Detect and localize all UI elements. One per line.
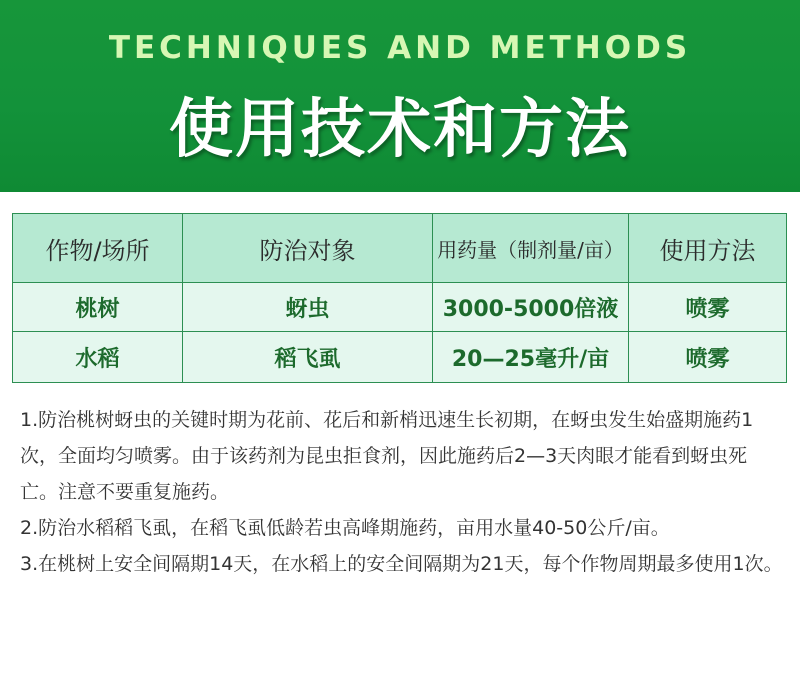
usage-table [12,213,787,383]
table-row [13,283,787,332]
cell-target: 稻飞虱 [183,332,433,383]
cell-target: 蚜虫 [183,283,433,332]
usage-notes [20,402,784,582]
table-row [13,332,787,383]
header-crop: 作物/场所 [13,214,183,283]
english-title: TECHNIQUES AND METHODS [108,30,692,66]
note-paragraph: 3.在桃树上安全间隔期14天，在水稻上的安全间隔期为21天，每个作物周期最多使用1次。 [20,553,783,575]
note-paragraph: 2.防治水稻稻飞虱，在稻飞虱低龄若虫高峰期施药，亩用水量40-50公斤/亩。 [20,517,670,539]
note-paragraph: 1.防治桃树蚜虫的关键时期为花前、花后和新梢迅速生长初期，在蚜虫发生始盛期施药1次，全面均匀喷雾。由于该药剂为昆虫拒食剂，因此施药后2—3天肉眼才能看到蚜虫死亡。注意不要重复施药。 [20,409,754,503]
cell-dosage: 20—25毫升/亩 [433,332,629,383]
cell-dosage: 3000-5000倍液 [433,283,629,332]
table-header-row [13,214,787,283]
title-banner [0,0,800,192]
cell-crop: 水稻 [13,332,183,383]
header-target: 防治对象 [183,214,433,283]
cell-method: 喷雾 [629,332,787,383]
header-method: 使用方法 [629,214,787,283]
cell-method: 喷雾 [629,283,787,332]
chinese-title: 使用技术和方法 [169,93,631,167]
header-dosage: 用药量（制剂量/亩） [433,214,629,283]
cell-crop: 桃树 [13,283,183,332]
